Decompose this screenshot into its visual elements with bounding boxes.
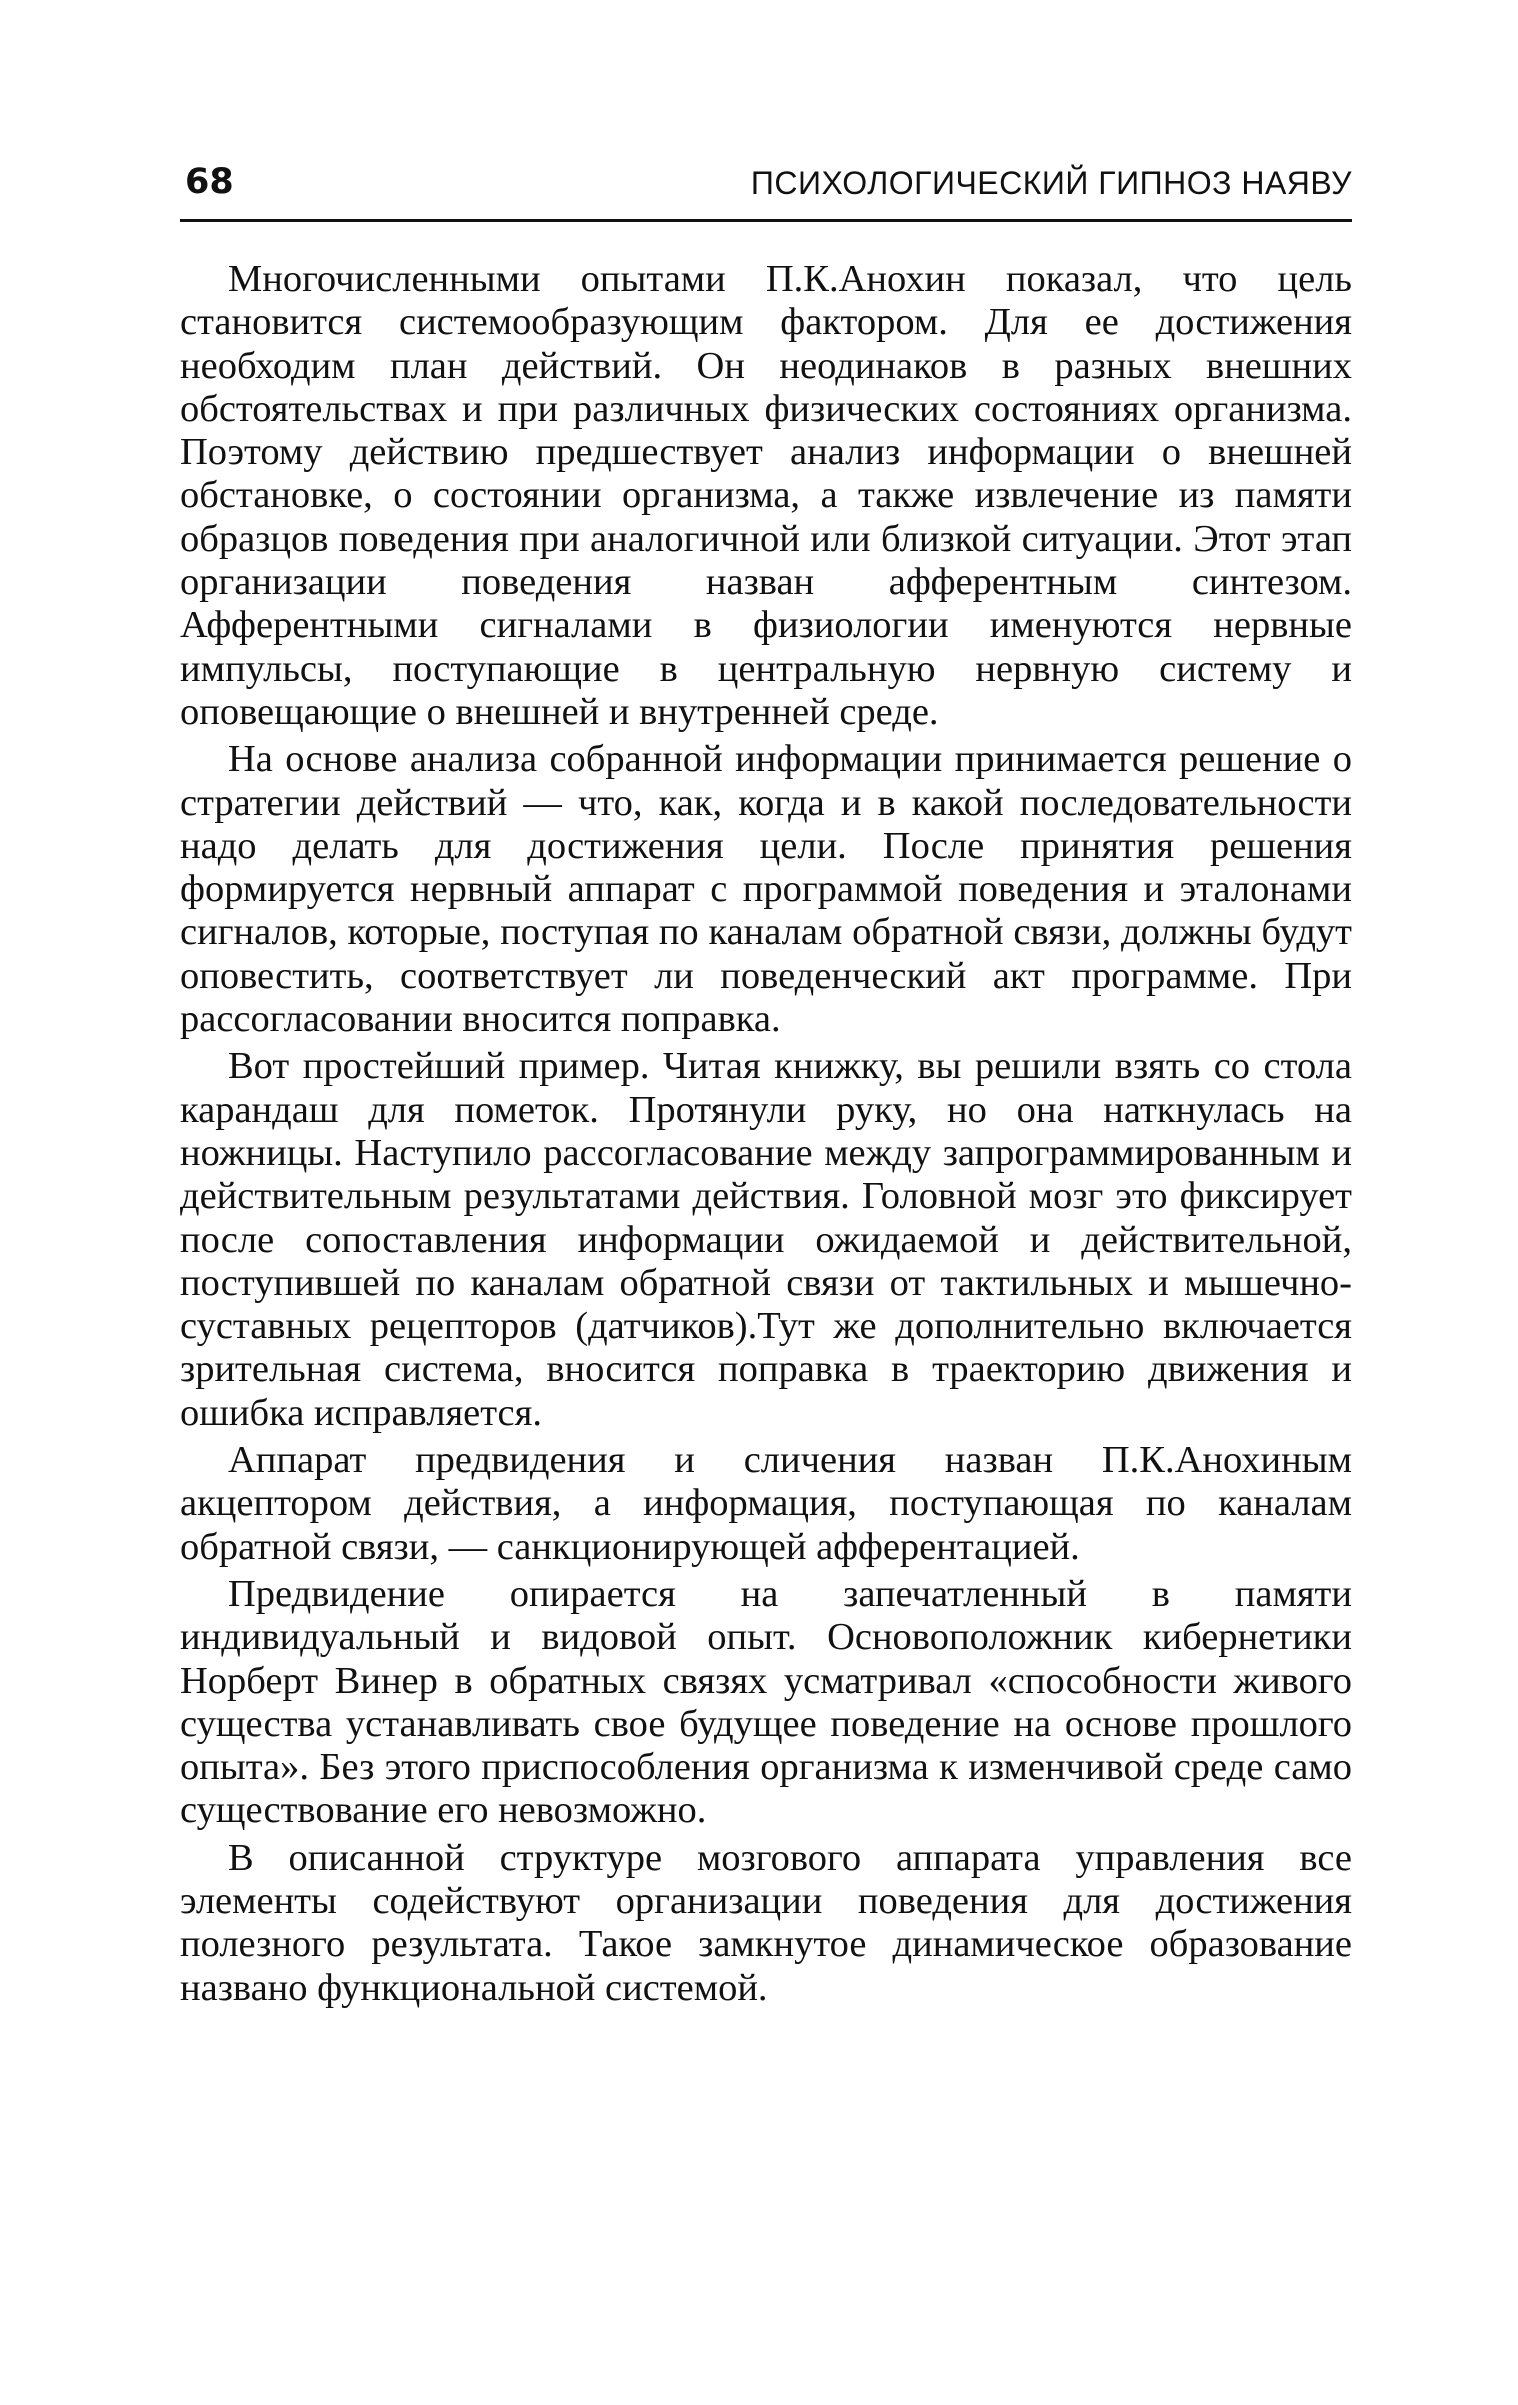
paragraph-3: Вот простейший пример. Читая книжку, вы решили взять со стола карандаш для пометок. Протянули руку, но она наткнулась на ножницы. Наступило рассогласование между запрограммированным и действительным результатами действия. Головной мозг это фиксирует после сопоставления информации ожидаемой и действительной, поступившей по каналам обратной связи от тактильных и мышечно-суставных рецепторов (датчиков).Тут же дополнительно включается зрительная система, вносится поправка в траекторию движения и ошибка исправляется.: [180, 1045, 1352, 1434]
running-title: ПСИХОЛОГИЧЕСКИЙ ГИПНОЗ НАЯВУ: [750, 165, 1352, 201]
paragraph-4: Аппарат предвидения и сличения назван П.К.Анохиным акцептором действия, а информация, поступающая по каналам обратной связи, — санкционирующей афферентацией.: [180, 1439, 1352, 1568]
paragraph-2: На основе анализа собранной информации принимается решение о стратегии действий — что, как, когда и в какой последовательности надо делать для достижения цели. После принятия решения формируется нервный аппарат с программой поведения и эталонами сигналов, которые, поступая по каналам обратной связи, должны будут оповестить, соответствует ли поведенческий акт программе. При рассогласовании вносится поправка.: [180, 738, 1352, 1041]
header-rule: [180, 219, 1352, 222]
running-header: [180, 152, 1352, 216]
paragraph-6: В описанной структуре мозгового аппарата управления все элементы содействуют организации поведения для достижения полезного результата. Такое замкнутое динамическое образование названо функциональной системой.: [180, 1836, 1352, 2009]
page-number: 68: [185, 162, 234, 202]
body-text: [180, 258, 1352, 2010]
paragraph-1: Многочисленными опытами П.К.Анохин показал, что цель становится системообразующим фактором. Для ее достижения необходим план действий. Он неодинаков в разных внешних обстоятельствах и при различных физических состояниях организма. Поэтому действию предшествует анализ информации о внешней обстановке, о состоянии организма, а также извлечение из памяти образцов поведения при аналогичной или близкой ситуации. Этот этап организации поведения назван афферентным синтезом. Афферентными сигналами в физиологии именуются нервные импульсы, поступающие в центральную нервную систему и оповещающие о внешней и внутренней среде.: [180, 258, 1352, 733]
paragraph-5: Предвидение опирается на запечатленный в памяти индивидуальный и видовой опыт. Основоположник кибернетики Норберт Винер в обратных связях усматривал «способности живого существа устанавливать свое будущее поведение на основе прошлого опыта». Без этого приспособления организма к изменчивой среде само существование его невозможно.: [180, 1572, 1352, 1832]
